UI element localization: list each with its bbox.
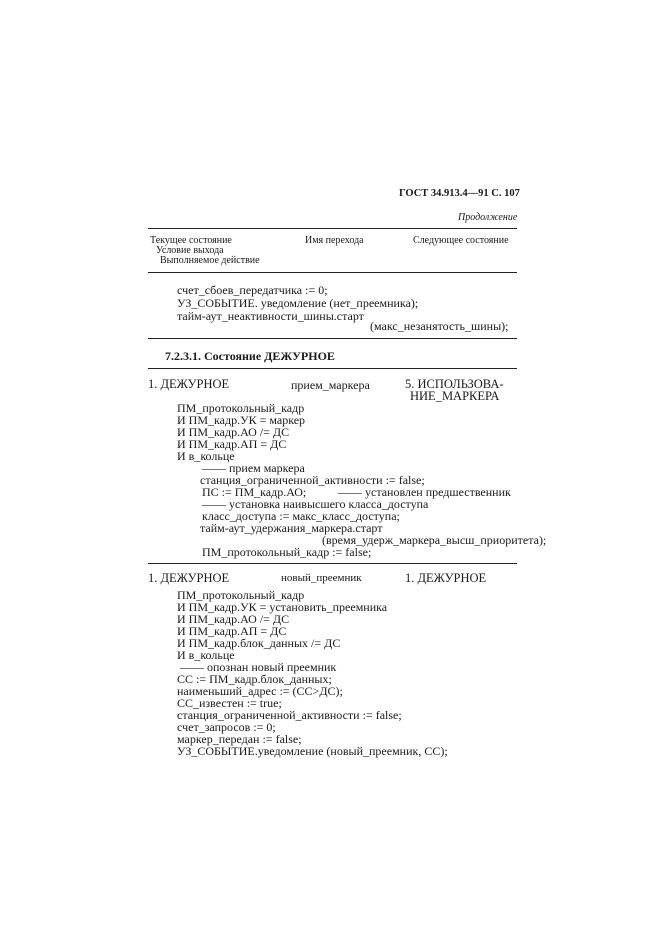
comment-line: —— установлен предшественник (338, 485, 511, 499)
action-line: станция_ограниченной_активности := false; (200, 473, 425, 487)
action-line: счет_запросов := 0; (177, 720, 276, 734)
condition-line: И ПМ_кадр.АО /= ДС (177, 612, 290, 626)
t2-transition-name: новый_преемник (281, 572, 362, 584)
condition-line: И ПМ_кадр.УК = установить_преемника (177, 600, 388, 614)
condition-line: И в_кольце (177, 449, 235, 463)
condition-line: И ПМ_кадр.АП = ДС (177, 437, 287, 451)
block0-rule (148, 338, 517, 339)
action-line: СС_известен := true; (177, 696, 282, 710)
action-line: (макс_незанятость_шины); (370, 319, 509, 333)
action-line: счет_сбоев_передатчика := 0; (177, 283, 328, 297)
header-action: Выполняемое действие (160, 255, 260, 266)
t1-next-state-line2: НИЕ_МАРКЕРА (410, 389, 500, 403)
condition-line: И ПМ_кадр.АО /= ДС (177, 425, 290, 439)
t2-current-state: 1. ДЕЖУРНОЕ (148, 571, 230, 585)
t1-next-state-line1: 5. ИСПОЛЬЗОВА- (405, 377, 504, 391)
header-rule (148, 272, 517, 273)
t1-transition-name: прием_маркера (291, 378, 370, 392)
condition-line: И ПМ_кадр.УК = маркер (177, 413, 306, 427)
condition-line: ПМ_протокольный_кадр (177, 588, 305, 602)
action-line: наименьший_адрес := (СС>ДС); (177, 684, 343, 698)
section-title: 7.2.3.1. Состояние ДЕЖУРНОЕ (165, 349, 335, 363)
action-line: ПС := ПМ_кадр.АО; (202, 485, 307, 499)
t1-current-state: 1. ДЕЖУРНОЕ (148, 377, 230, 391)
header-current-state: Текущее состояние (150, 235, 232, 246)
t1-rule (148, 563, 517, 564)
action-line: УЗ_СОБЫТИЕ. уведомление (нет_преемника); (177, 296, 419, 310)
condition-line: И ПМ_кадр.блок_данных /= ДС (177, 636, 341, 650)
condition-line: ПМ_протокольный_кадр (177, 401, 305, 415)
action-line: тайм-аут_неактивности_шины.старт (177, 309, 364, 323)
section-rule (148, 368, 517, 369)
action-line: станция_ограниченной_активности := false; (177, 708, 402, 722)
header-transition-name: Имя перехода (305, 235, 364, 246)
action-line: тайм-аут_удержания_маркера.старт (200, 521, 383, 535)
condition-line: И в_кольце (177, 648, 235, 662)
header-exit-condition: Условие выхода (156, 245, 224, 256)
standard-number: ГОСТ 34.913.4—91 С. 107 (399, 188, 520, 199)
t2-next-state: 1. ДЕЖУРНОЕ (405, 571, 487, 585)
continuation-label: Продолжение (458, 212, 518, 223)
action-line: ПМ_протокольный_кадр := false; (202, 545, 372, 559)
action-line: маркер_передан := false; (177, 732, 302, 746)
action-line: (время_удерж_маркера_высш_приоритета); (322, 533, 547, 547)
action-line: класс_доступа := макс_класс_доступа; (202, 509, 400, 523)
header-next-state: Следующее состояние (413, 235, 509, 246)
comment-line: —— опознан новый преемник (180, 660, 337, 674)
action-line: СС := ПМ_кадр.блок_данных; (177, 672, 332, 686)
top-rule (148, 228, 517, 229)
action-line: УЗ_СОБЫТИЕ.уведомление (новый_преемник, СС); (177, 744, 448, 758)
comment-line: —— прием маркера (202, 461, 305, 475)
condition-line: И ПМ_кадр.АП = ДС (177, 624, 287, 638)
comment-line: —— установка наивысшего класса_доступа (202, 497, 429, 511)
